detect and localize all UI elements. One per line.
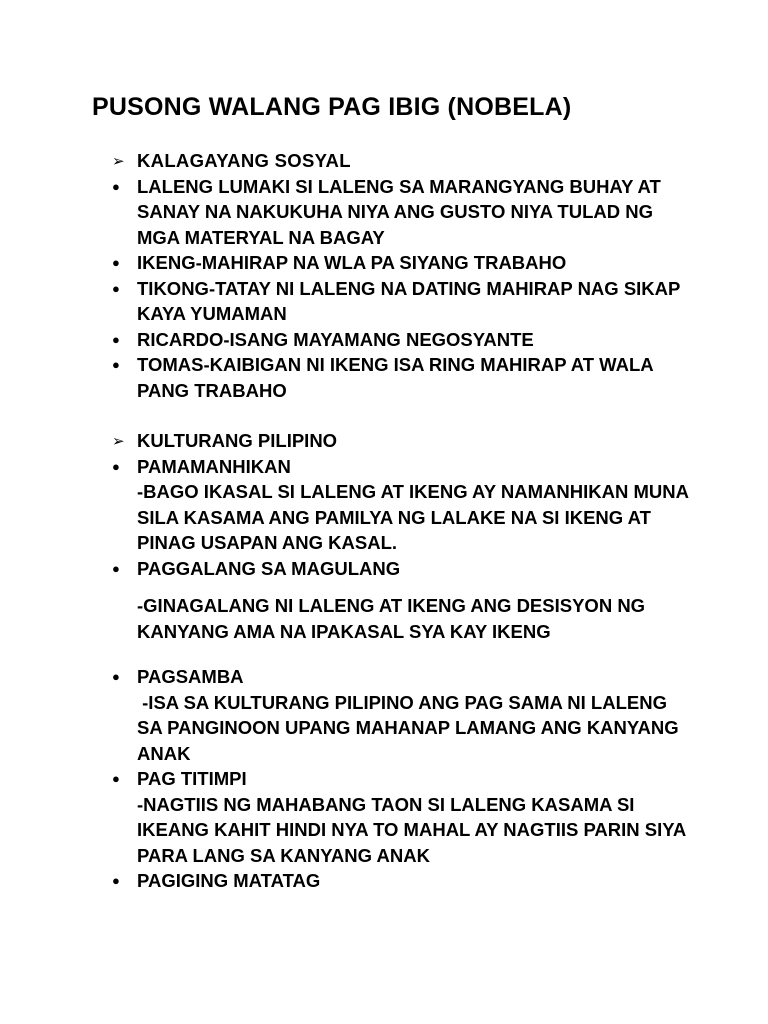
list-item: [112, 556, 692, 582]
list-item-label: PAGIGING MATATAG: [137, 870, 321, 891]
list-item-label: PAMAMANHIKAN: [137, 455, 291, 477]
spacer: [112, 644, 692, 664]
list-item-description: -NAGTIIS NG MAHABANG TAON SI LALENG KASAMA SI IKEANG KAHIT HINDI NYA TO MAHAL AY NAGTIIS PARIN SIYA PARA LANG SA KANYANG ANAK: [137, 793, 686, 866]
arrow-bullet-icon: ➢: [112, 153, 125, 170]
list-item-text: RICARDO-ISANG MAYAMANG NEGOSYANTE: [137, 328, 534, 350]
round-bullet-icon: ●: [112, 771, 120, 786]
list-item: [112, 868, 692, 894]
round-bullet-icon: ●: [112, 560, 120, 576]
list-item-description: -ISA SA KULTURANG PILIPINO ANG PAG SAMA NI LALENG SA PANGINOON UPANG MAHANAP LAMANG ANG KANYANG ANAK: [137, 691, 684, 764]
section-heading-kalagayang-sosyal: [112, 148, 692, 174]
list-item-text: LALENG LUMAKI SI LALENG SA MARANGYANG BUHAY AT SANAY NA NAKUKUHA NIYA ANG GUSTO NIYA TULAD NG MGA MATERYAL NA BAGAY: [137, 175, 661, 248]
section-heading-text: KALAGAYANG SOSYAL: [137, 150, 351, 171]
round-bullet-icon: ●: [112, 178, 120, 194]
list-item-label: PAGGALANG SA MAGULANG: [137, 557, 401, 579]
list-item: [112, 327, 692, 353]
round-bullet-icon: ●: [112, 873, 120, 888]
list-item-description: -BAGO IKASAL SI LALENG AT IKENG AY NAMANHIKAN MUNA SILA KASAMA ANG PAMILYA NG LALAKE NA SI IKENG AT PINAG USAPAN ANG KASAL.: [137, 481, 689, 553]
list-item: [112, 174, 692, 251]
spacer: [112, 403, 692, 428]
list-item-text: TOMAS-KAIBIGAN NI IKENG ISA RING MAHIRAP AT WALA PANG TRABAHO: [137, 354, 653, 401]
round-bullet-icon: ●: [112, 357, 120, 372]
round-bullet-icon: ●: [112, 331, 120, 347]
list-item: [112, 664, 692, 690]
arrow-bullet-icon: ➢: [112, 433, 125, 450]
spacer: [112, 581, 692, 593]
round-bullet-icon: ●: [112, 669, 120, 684]
section-heading-kulturang-pilipino: [112, 428, 692, 454]
list-item: [112, 766, 692, 792]
list-item: [112, 454, 692, 480]
document-body: [112, 148, 692, 894]
round-bullet-icon: ●: [112, 458, 120, 474]
list-item-description: -GINAGALANG NI LALENG AT IKENG ANG DESISYON NG KANYANG AMA NA IPAKASAL SYA KAY IKENG: [137, 595, 646, 642]
round-bullet-icon: ●: [112, 280, 120, 296]
section-heading-text: KULTURANG PILIPINO: [137, 430, 338, 451]
list-item-label: PAG TITIMPI: [137, 768, 247, 789]
list-item: [112, 250, 692, 276]
list-item-label: PAGSAMBA: [137, 666, 244, 687]
list-item: [112, 276, 692, 327]
document-title: PUSONG WALANG PAG IBIG (NOBELA): [92, 93, 572, 121]
list-item-text: TIKONG-TATAY NI LALENG NA DATING MAHIRAP NAG SIKAP KAYA YUMAMAN: [137, 277, 681, 324]
list-item: [112, 352, 692, 403]
round-bullet-icon: ●: [112, 255, 120, 270]
list-item-text: IKENG-MAHIRAP NA WLA PA SIYANG TRABAHO: [137, 252, 567, 273]
